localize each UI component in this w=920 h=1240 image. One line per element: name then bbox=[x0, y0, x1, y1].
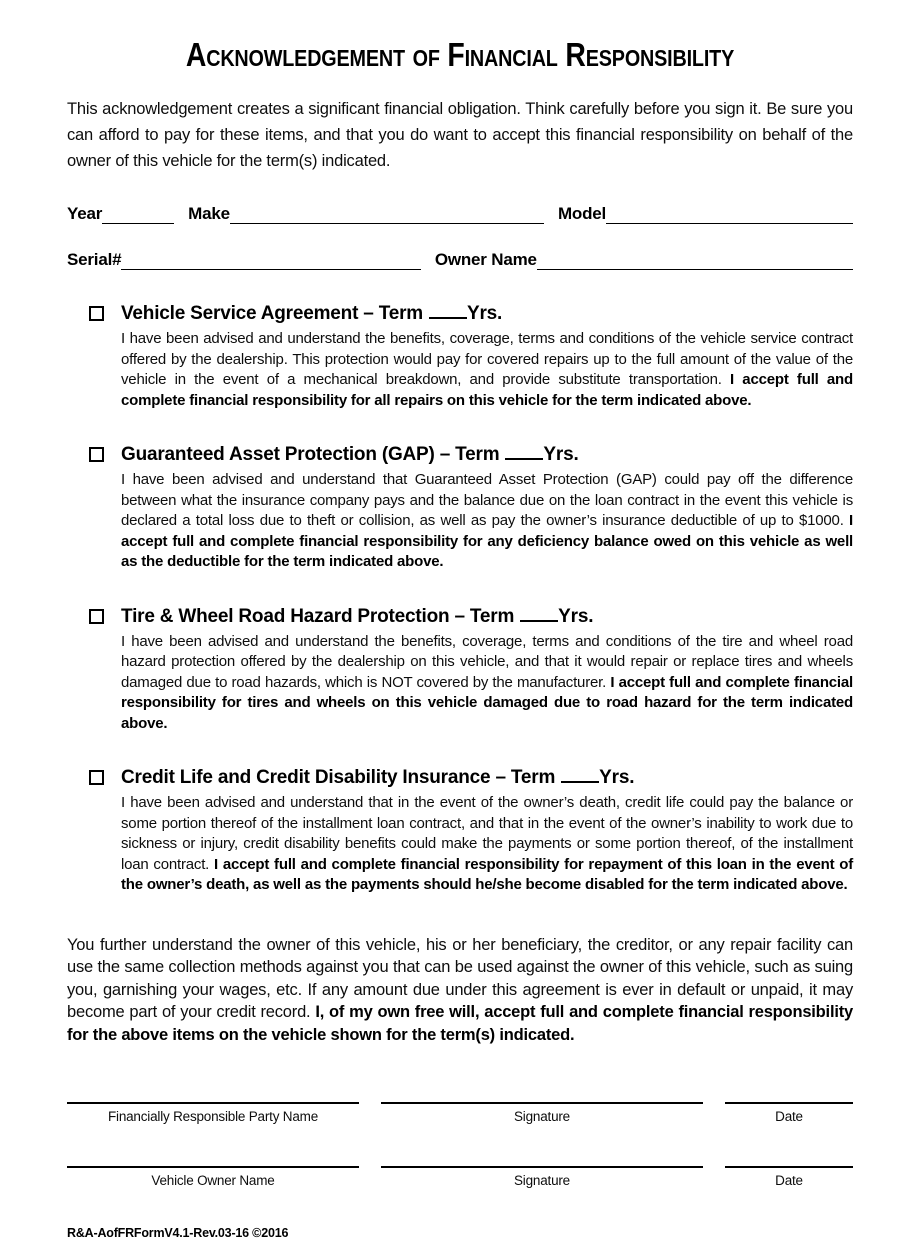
section-heading-text: Vehicle Service Agreement – Term bbox=[121, 303, 423, 324]
section-body-bold-text: I accept full and complete financial responsibility for tires and wheels on this vehicle damaged due to road hazard for the term indicated above. bbox=[121, 673, 854, 732]
make-label: Make bbox=[188, 204, 230, 223]
section-tire-wheel bbox=[67, 606, 853, 735]
yrs-label: Yrs. bbox=[466, 303, 503, 324]
section-body-text: I have been advised and understand that Guaranteed Asset Protection (GAP) could pay off the difference between what the insurance company pays and the balance due on the loan contract in the event this vehicle is declared a total loss due to theft or collision, as well as pay the owner’s insurance deductible of up to $1000. bbox=[121, 471, 853, 529]
term-years-field[interactable] bbox=[520, 607, 558, 621]
section-vehicle-service-agreement bbox=[67, 303, 853, 411]
vehicle-owner-name-column bbox=[67, 1166, 359, 1188]
tire-wheel-checkbox[interactable] bbox=[89, 609, 104, 624]
section-body bbox=[121, 329, 853, 411]
vehicle-service-checkbox[interactable] bbox=[89, 306, 104, 321]
closing-paragraph bbox=[67, 934, 853, 1047]
section-heading-text: Credit Life and Credit Disability Insurance – Term bbox=[121, 767, 556, 788]
yrs-label: Yrs. bbox=[599, 767, 635, 788]
yrs-label: Yrs. bbox=[543, 444, 579, 465]
section-body-text: I have been advised and understand the benefits, coverage, terms and conditions of the tire and wheel road hazard protection offered by the dealership on this vehicle, and that it would repair or replace tires and wheels damaged due to road hazards, which is NOT covered by the manufacturer. bbox=[121, 632, 853, 691]
signature-row-vehicle-owner bbox=[67, 1166, 853, 1188]
year-label: Year bbox=[67, 204, 103, 223]
date-label: Date bbox=[775, 1173, 803, 1188]
section-body bbox=[121, 470, 853, 573]
vehicle-info-row-1 bbox=[67, 204, 853, 224]
vehicle-owner-date-column bbox=[725, 1166, 853, 1188]
section-heading bbox=[121, 606, 853, 628]
section-heading bbox=[121, 767, 853, 789]
responsible-party-name-field[interactable] bbox=[67, 1102, 359, 1104]
serial-label: Serial# bbox=[67, 250, 122, 269]
section-body-text: I have been advised and understand that in the event of the owner’s death, credit life could pay the balance or some portion thereof of the installment loan contract, and that in the event of the owner’s inability to work due to sickness or injury, credit disability benefits could make the payments or some portion thereof, of the installment loan contract. bbox=[121, 794, 853, 873]
signature-block bbox=[67, 1102, 853, 1188]
vehicle-owner-name-field[interactable] bbox=[67, 1166, 359, 1168]
closing-text: You further understand the owner of this vehicle, his or her beneficiary, the creditor, or any repair facility can use the same collection methods against you that can be used against the owner of this vehicle, such as suing you, garnishing your wages, etc. If any amount due under this agreement is ever in default or unpaid, it may become part of your credit record. bbox=[67, 935, 853, 1021]
make-field[interactable] bbox=[230, 206, 544, 224]
credit-life-checkbox[interactable] bbox=[89, 770, 104, 785]
section-body-bold-text: I accept full and complete financial responsibility for any deficiency balance owed on this vehicle as well as the deductible for the term indicated above. bbox=[121, 512, 853, 570]
section-heading-text: Guaranteed Asset Protection (GAP) – Term bbox=[121, 444, 500, 465]
yrs-label: Yrs. bbox=[558, 605, 594, 627]
form-title: Acknowledgement of Financial Responsibility bbox=[185, 36, 735, 73]
closing-bold-text: I, of my own free will, accept full and complete financial responsibility for the above items on the vehicle shown for the term(s) indicated. bbox=[67, 1003, 853, 1044]
signature-label: Signature bbox=[514, 1109, 570, 1124]
section-body-bold-text: I accept full and complete financial responsibility for repayment of this loan in the event of the owner’s death, as well as the payments should he/she become disabled for the term indicated above. bbox=[121, 855, 853, 893]
vehicle-owner-name-label: Vehicle Owner Name bbox=[151, 1173, 275, 1188]
year-field[interactable] bbox=[102, 206, 174, 224]
model-label: Model bbox=[557, 204, 607, 223]
term-years-field[interactable] bbox=[429, 305, 467, 319]
section-body bbox=[121, 793, 853, 896]
owner-name-field[interactable] bbox=[537, 252, 853, 270]
section-body bbox=[121, 632, 853, 735]
section-credit-life bbox=[67, 767, 853, 896]
vehicle-owner-date-field[interactable] bbox=[725, 1166, 853, 1168]
term-years-field[interactable] bbox=[561, 769, 599, 783]
signature-label: Signature bbox=[514, 1173, 570, 1188]
form-version-footer: R&A-AofFRFormV4.1-Rev.03-16 ©2016 bbox=[67, 1226, 289, 1240]
vehicle-owner-signature-column bbox=[381, 1166, 703, 1188]
term-years-field[interactable] bbox=[505, 446, 543, 460]
section-body-text: I have been advised and understand the benefits, coverage, terms and conditions of the vehicle service contract offered by the dealership. This protection would pay for covered repairs up to the full amount of the value of the vehicle in the event of a mechanical breakdown, and provide substitute transportation. bbox=[121, 330, 853, 388]
signature-row-responsible-party bbox=[67, 1102, 853, 1124]
intro-paragraph: This acknowledgement creates a significant financial obligation. Think carefully before you sign it. Be sure you can afford to pay for these items, and that you do want to accept this financial responsibility on behalf of the owner of this vehicle for the term(s) indicated. bbox=[67, 100, 853, 170]
model-field[interactable] bbox=[606, 206, 853, 224]
serial-field[interactable] bbox=[121, 252, 420, 270]
gap-checkbox[interactable] bbox=[89, 447, 104, 462]
vehicle-info-row-2 bbox=[67, 250, 853, 270]
responsible-party-date-column bbox=[725, 1102, 853, 1124]
date-label: Date bbox=[775, 1109, 803, 1124]
responsible-party-name-label: Financially Responsible Party Name bbox=[107, 1109, 319, 1124]
section-heading bbox=[121, 444, 853, 466]
vehicle-owner-signature-field[interactable] bbox=[381, 1166, 703, 1168]
responsible-party-signature-field[interactable] bbox=[381, 1102, 703, 1104]
responsible-party-date-field[interactable] bbox=[725, 1102, 853, 1104]
coverage-sections bbox=[67, 303, 853, 896]
section-body-bold-text: I accept full and complete financial responsibility for all repairs on this vehicle for the term indicated above. bbox=[121, 371, 853, 409]
responsible-party-name-column bbox=[67, 1102, 359, 1124]
owner-name-label: Owner Name bbox=[434, 250, 537, 269]
section-gap bbox=[67, 444, 853, 573]
responsible-party-signature-column bbox=[381, 1102, 703, 1124]
section-heading bbox=[121, 303, 853, 325]
section-heading-text: Tire & Wheel Road Hazard Protection – Term bbox=[121, 605, 515, 627]
